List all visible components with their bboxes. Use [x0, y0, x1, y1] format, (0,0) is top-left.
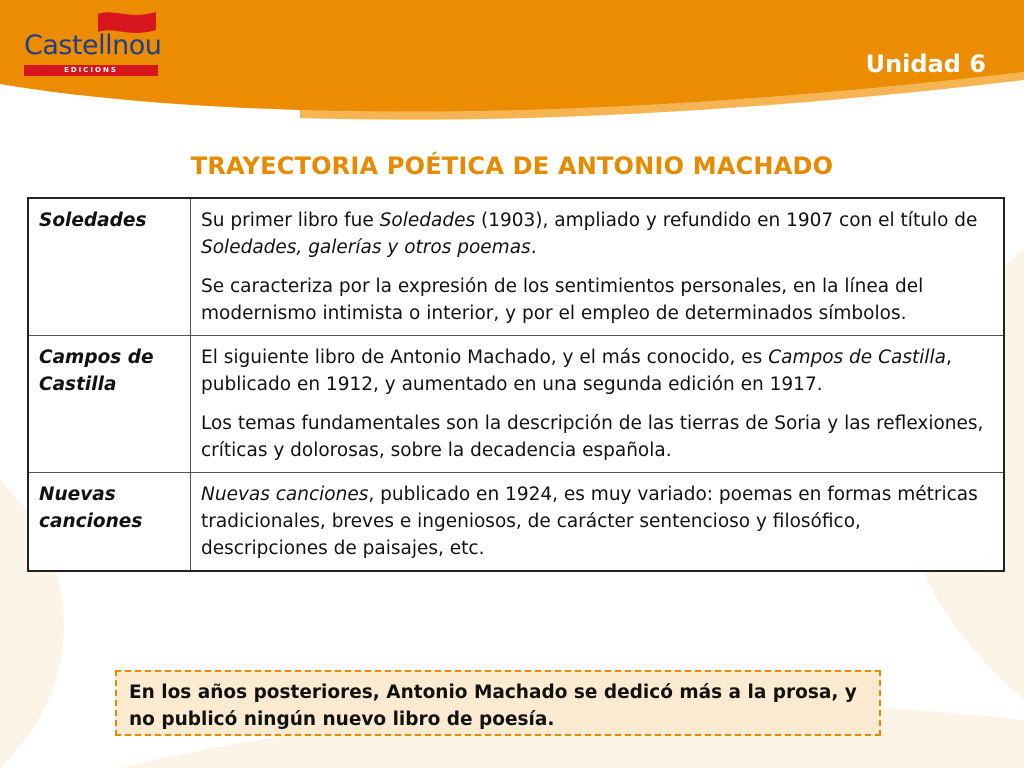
text-span: Su primer libro fue [201, 210, 380, 231]
text-span: . [530, 237, 537, 258]
text-span: , publicado en 1912, y aumentado en una segunda edición en 1917. [201, 347, 952, 395]
summary-note: En los años posteriores, Antonio Machado se dedicó más a la prosa, y no publicó ningún nuevo libro de poesía. [115, 670, 881, 736]
description-paragraph: Los temas fundamentales son la descripción de las tierras de Soria y las reflexiones, críticas y dolorosas, sobre la decadencia española. [201, 413, 984, 461]
book-title-italic: Campos de Castilla [768, 347, 946, 368]
book-title: Campos de Castilla [28, 336, 191, 473]
book-title-italic: Soledades, galerías y otros poemas [201, 237, 531, 258]
text-span: , publicado en 1924, es muy variado: poemas en formas métricas tradicionales, breves e ingeniosos, de carácter sentencioso y filosófico, descripciones de paisajes, etc. [201, 484, 978, 559]
description-paragraph [201, 207, 993, 261]
book-description [191, 198, 1005, 336]
description-paragraph [201, 481, 993, 562]
book-title: Soledades [28, 198, 191, 336]
page-title: TRAYECTORIA POÉTICA DE ANTONIO MACHADO [190, 152, 834, 180]
book-title-italic: Soledades [379, 210, 476, 231]
unit-label: Unidad 6 [865, 50, 986, 78]
text-span: El siguiente libro de Antonio Machado, y el más conocido, es [201, 347, 769, 368]
publisher-logo [22, 10, 162, 78]
logo-wordmark: Castellnou [24, 30, 162, 61]
logo-subtitle: EDICIONS [24, 65, 158, 76]
book-title-italic: Nuevas canciones [201, 484, 369, 505]
description-paragraph [201, 344, 993, 398]
table-row [28, 198, 1004, 336]
book-title: Nuevas canciones [28, 473, 191, 572]
description-paragraph: Se caracteriza por la expresión de los sentimientos personales, en la línea del modernismo intimista o interior, y por el empleo de determinados símbolos. [201, 276, 924, 324]
table-row [28, 473, 1004, 572]
poetry-books-table [27, 197, 1005, 572]
book-description [191, 336, 1005, 473]
text-span: (1903), ampliado y refundido en 1907 con el título de [475, 210, 978, 231]
table-row [28, 336, 1004, 473]
book-description [191, 473, 1005, 572]
